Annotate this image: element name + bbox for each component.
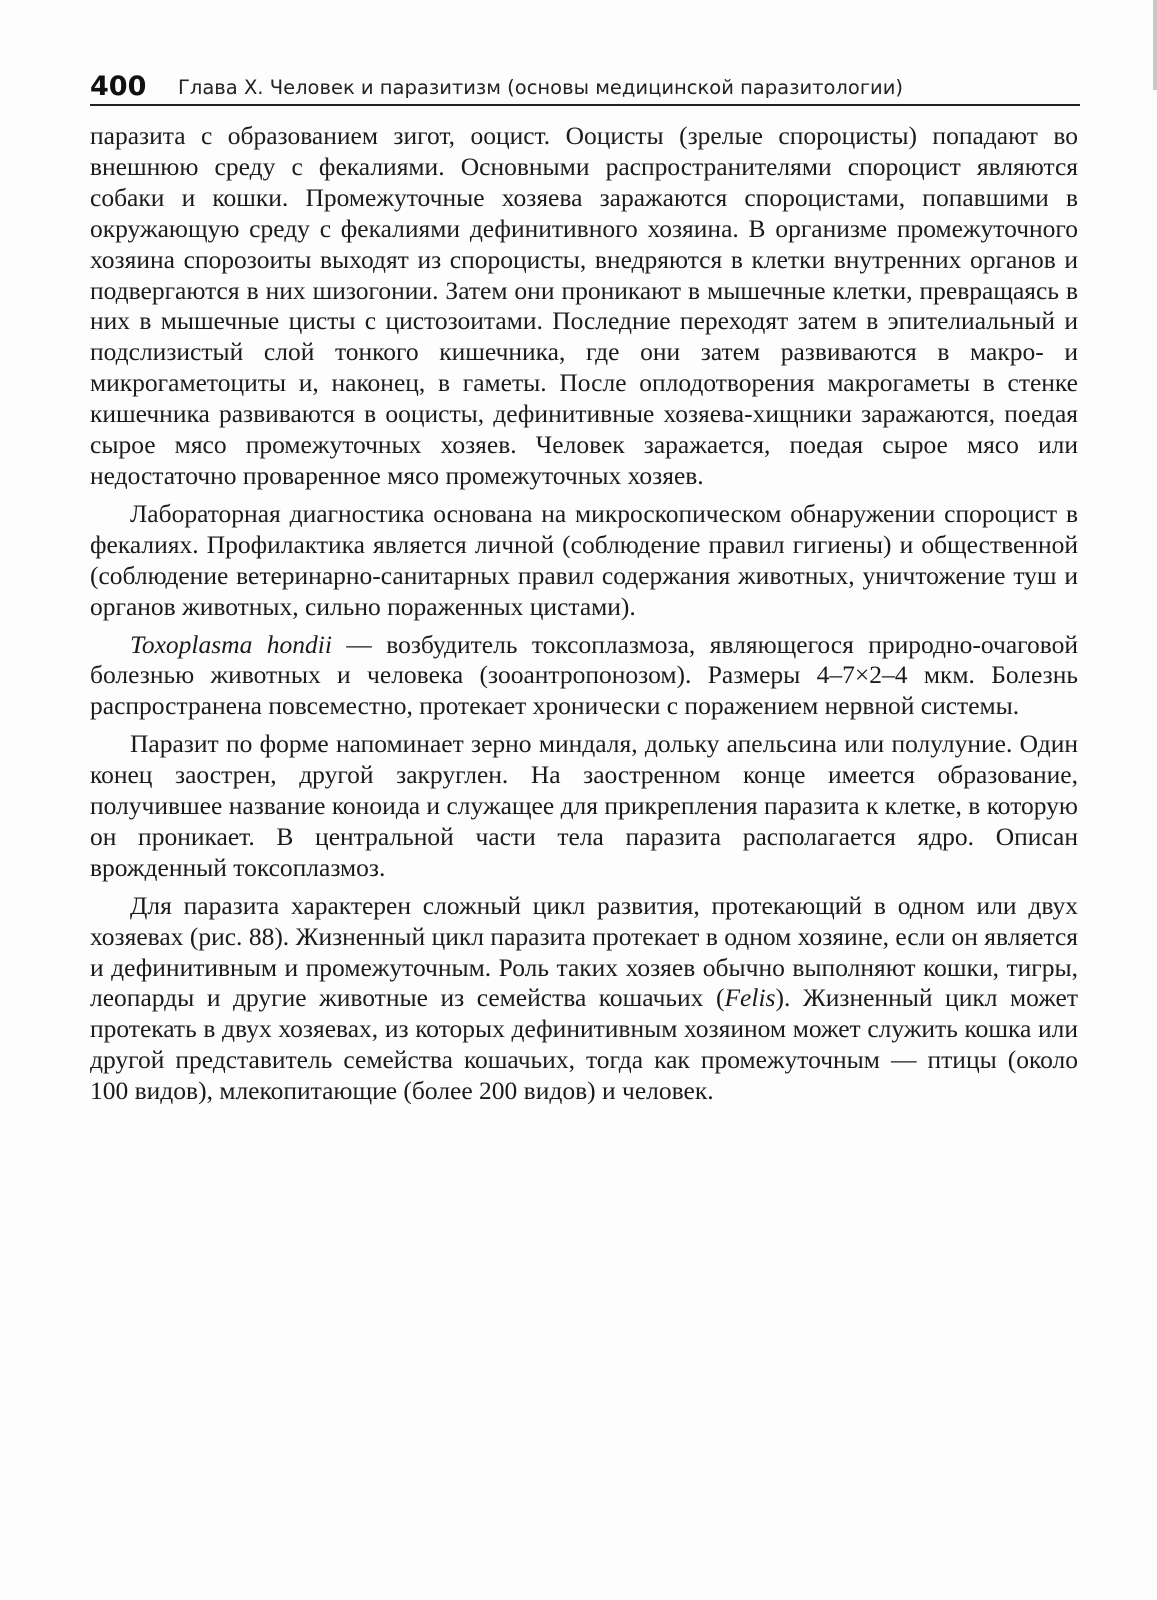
paragraph-3-text: — возбудитель токсоплазмоза, являющегося природно-очаговой болезнью животных и человека (зооантропонозом). Размеры 4–7×2–4 мкм. Болезнь распространена повсеместно, протекает хронически с поражением нервной системы. <box>90 629 1078 721</box>
paragraph-4: Паразит по форме напоминает зерно миндаля, дольку апельсина или полулуние. Один конец заострен, другой закруглен. На заостренном конце имеется образование, получившее название коноида и служащее для прикрепления паразита к клетке, в которую он проникает. В центральной части тела паразита располагается ядро. Описан врожденный токсоплазмоз. <box>90 729 1078 882</box>
paragraph-3 <box>90 630 1078 723</box>
paragraph-1: паразита с образованием зигот, ооцист. Ооцисты (зрелые спороцисты) попадают во внешнюю среду с фекалиями. Основными распространителями спороцист являются собаки и кошки. Промежуточные хозяева заражаются спороцистами, попавшими в окружающую среду с фекалиями дефинитивного хозяина. В организме промежуточного хозяина спорозоиты выходят из спороцисты, внедряются в клетки внутренних органов и подвергаются в них шизогонии. Затем они проникают в мышечные клетки, превращаясь в них в мышечные цисты с цистозоитами. Последние переходят затем в эпителиальный и подслизистый слой тонкого кишечника, где они затем развиваются в макро- и микрогаметоциты и, наконец, в гаметы. После оплодотворения макрогаметы в стенке кишечника развиваются в ооцисты, дефинитивные хозяева-хищники заражаются, поедая сырое мясо промежуточных хозяев. Человек заражается, поедая сырое мясо или недостаточно проваренное мясо промежуточных хозяев. <box>90 121 1078 490</box>
paragraph-5-text-a: Для паразита характерен сложный цикл развития, протекающий в одном или двух хозяевах (рис. 88). Жизненный цикл паразита протекает в одном хозяине, если он является и дефинитивным и промежуточным. Роль таких хозяев обычно выполняют кошки, тигры, леопарды и другие животные из семейства кошачьих ( <box>90 890 1078 1013</box>
scan-edge-shadow <box>1153 0 1157 90</box>
page-number: 400 <box>90 71 147 102</box>
running-head: Глава X. Человек и паразитизм (основы медицинской паразитологии) <box>178 76 904 99</box>
paragraph-5 <box>90 891 1078 1107</box>
species-name-toxoplasma: Toxoplasma hondii <box>130 629 332 659</box>
genus-name-felis: Felis <box>724 983 776 1013</box>
paragraph-5-text-b: ). Жизненный цикл может протекать в двух хозяевах, из которых дефинитивным хозяином может служить кошка или другой представитель семейства кошачьих, тогда как промежуточным — птицы (около 100 видов), млекопитающие (более 200 видов) и человек. <box>90 983 1078 1106</box>
page-body <box>90 121 1078 1114</box>
paragraph-2: Лабораторная диагностика основана на микроскопическом обнаружении спороцист в фекалиях. Профилактика является личной (соблюдение правил гигиены) и общественной (соблюдение ветеринарно-санитарных правил содержания животных, уничтожение туш и органов животных, сильно пораженных цистами). <box>90 498 1078 621</box>
page-header <box>90 72 1080 106</box>
